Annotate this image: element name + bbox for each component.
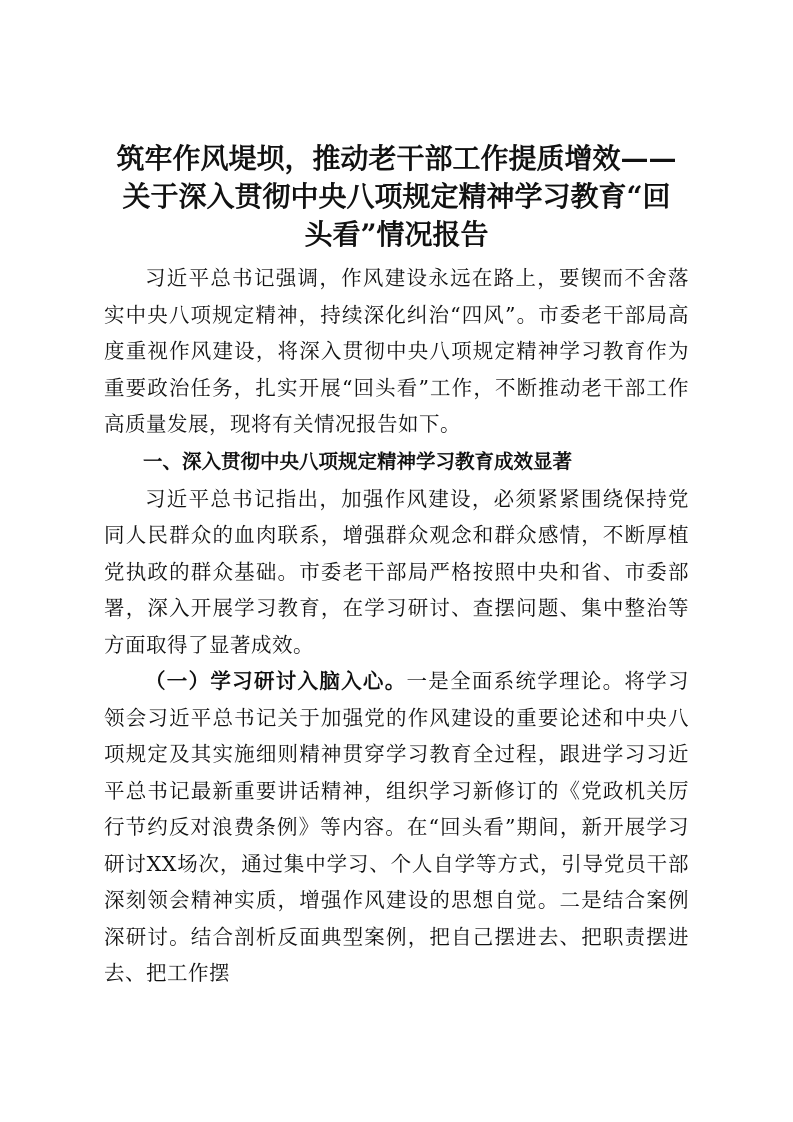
subsection-1-paragraph xyxy=(104,663,689,992)
title-line-3: 头看”情况报告 xyxy=(304,218,489,251)
section-1-heading: 一、深入贯彻中央八项规定精神学习教育成效显著 xyxy=(143,449,573,473)
subsection-1-text: 一是全面系统学理论。将学习领会习近平总书记关于加强党的作风建设的重要论述和中央八项规定及其实施细则精神贯穿学习教育全过程，跟进学习习近平总书记最新重要讲话精神，组织学习新修订的《党政机关厉行节约反对浪费条例》等内容。在“回头看”期间，新开展学习研讨XX场次，通过集中学习、个人自学等方式，引导党员干部深刻领会精神实质，增强作风建设的思想自觉。二是结合案例深研讨。结合剖析反面典型案例，把自己摆进去、把职责摆进去、把工作摆 xyxy=(104,669,689,985)
section-1-paragraph: 习近平总书记指出，加强作风建设，必须紧紧围绕保持党同人民群众的血肉联系，增强群众观念和群众感情，不断厚植党执政的群众基础。市委老干部局严格按照中央和省、市委部署，深入开展学习教育，在学习研讨、查摆问题、集中整治等方面取得了显著成效。 xyxy=(104,486,689,657)
document-title xyxy=(96,140,697,254)
intro-paragraph: 习近平总书记强调，作风建设永远在路上，要锲而不舍落实中央八项规定精神，持续深化纠治“四风”。市委老干部局高度重视作风建设，将深入贯彻中央八项规定精神学习教育作为重要政治任务，扎实开展“回头看”工作，不断推动老干部工作高质量发展，现将有关情况报告如下。 xyxy=(104,266,689,436)
subsection-1-lead: （一）学习研讨入脑入心。 xyxy=(145,669,407,693)
title-line-1: 筑牢作风堤坝，推动老干部工作提质增效—— xyxy=(116,142,677,175)
title-line-2: 关于深入贯彻中央八项规定精神学习教育“回 xyxy=(122,180,671,213)
